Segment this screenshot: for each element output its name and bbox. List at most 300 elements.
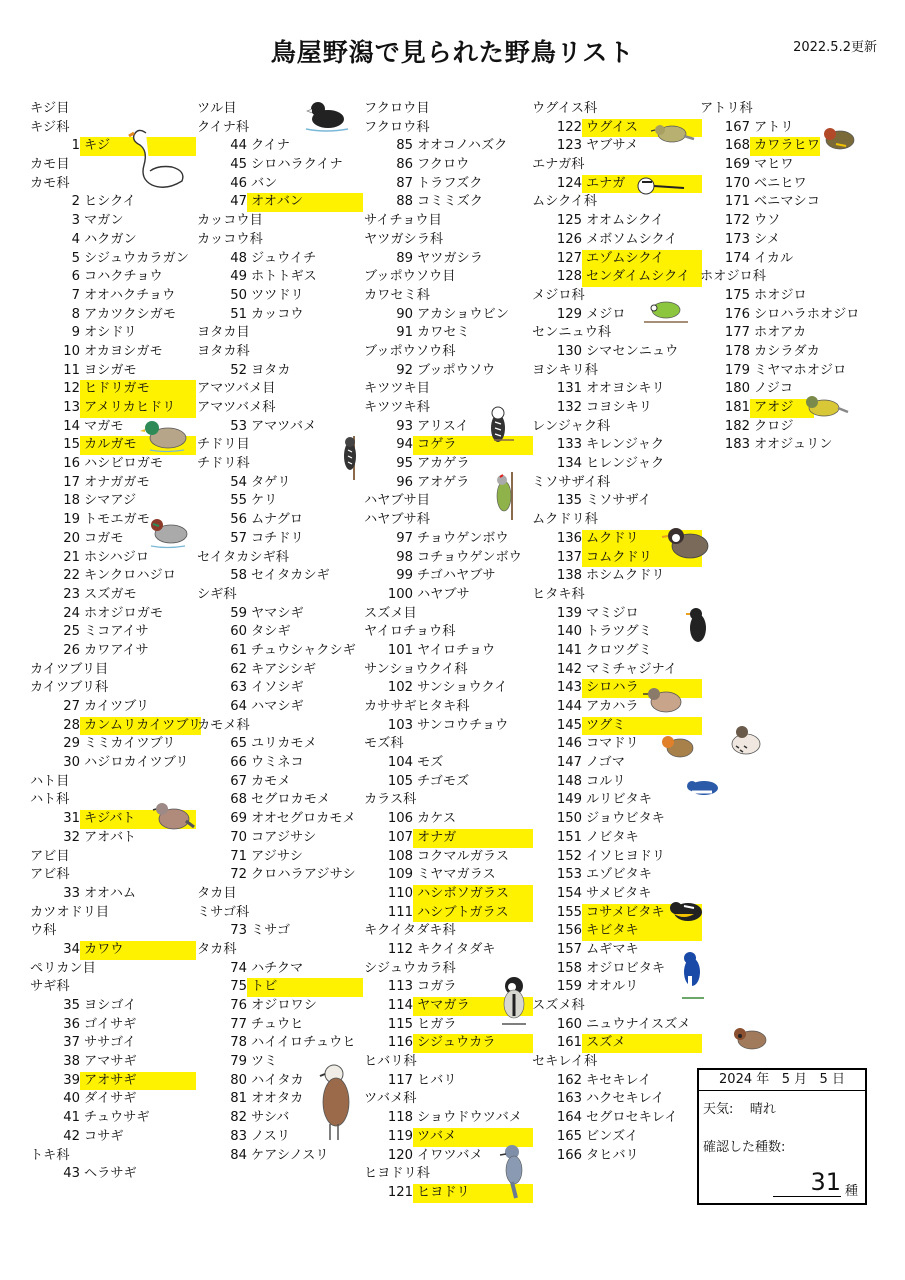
species-row [197,156,363,175]
species-row [532,1090,702,1109]
species-row [197,960,363,979]
species-name: チョウゲンボウ [417,530,509,546]
species-row [532,960,702,979]
species-name: タヒバリ [586,1147,639,1163]
species-name: ヨシガモ [84,362,137,378]
family-header: タカ目 [197,885,237,901]
species-number: 119 [387,1128,413,1144]
species-row [197,362,363,381]
family-header: ムクドリ科 [532,512,598,528]
species-number: 141 [556,642,582,658]
species-number: 28 [63,717,80,733]
species-row [197,492,363,511]
species-name: ルリビタキ [586,792,652,808]
species-name-observed: カワラヒワ [750,137,820,156]
family-header: サギ科 [30,979,70,995]
bunting-illustration [800,390,850,426]
species-number: 27 [63,699,80,714]
species-number: 74 [230,960,247,976]
species-row [364,250,533,269]
family-header: ウ科 [30,923,57,939]
species-number: 87 [396,175,413,191]
species-name: サメビタキ [586,885,652,901]
species-row [197,978,363,997]
species-number: 182 [724,418,750,434]
species-number: 17 [63,474,80,490]
species-number: 1 [71,138,80,154]
family-header: タカ科 [197,941,237,957]
species-number: 84 [230,1147,247,1163]
species-name: ホシハジロ [84,549,150,565]
species-name: イソシギ [251,680,304,696]
species-row [364,885,533,904]
species-name: ベニヒワ [754,175,807,191]
species-row [197,623,363,642]
species-name: カシラダカ [754,343,820,359]
species-row [364,586,533,605]
species-row [532,866,702,885]
species-name: キアシシギ [251,661,317,677]
species-row [197,866,363,885]
species-number: 52 [230,362,247,378]
species-row [30,231,201,250]
species-name: ヒレンジャク [586,456,665,472]
species-row [197,1016,363,1035]
species-number: 102 [387,680,413,696]
species-number: 183 [724,437,750,453]
mallard-illustration [140,416,190,454]
species-number: 56 [230,512,247,528]
family-header: メジロ科 [532,287,585,303]
species-number: 42 [63,1128,80,1144]
species-row [197,137,363,156]
species-name-observed: ツバメ [413,1128,533,1147]
weather-label: 天気: [703,1102,734,1117]
species-number: 144 [556,699,582,714]
species-name: ヤイロチョウ [417,642,496,658]
species-name: ハクセキレイ [586,1091,665,1107]
species-row [197,829,363,848]
species-name: ハイイロチュウヒ [251,1035,356,1051]
species-name-observed: エゾムシクイ [582,250,702,269]
family-header: セイタカシギ科 [197,549,289,565]
species-row [532,1034,702,1053]
species-name: カイツブリ [84,699,150,714]
species-name: アトリ [754,119,794,135]
family-header: カモ科 [30,175,70,191]
species-row [532,642,702,661]
species-row [532,623,702,642]
family-header: アトリ科 [700,101,753,116]
species-name-observed: コサメビタキ [582,904,702,923]
species-name: サシバ [251,1110,290,1126]
species-name: ノゴマ [586,755,625,771]
species-number: 97 [396,530,413,546]
family-header: ムシクイ科 [532,194,598,210]
species-number: 23 [63,586,80,602]
species-row [197,530,363,549]
family-header: カワセミ科 [364,287,430,303]
species-row [30,623,201,642]
species-row [700,324,860,343]
species-row [700,362,860,381]
species-number: 77 [230,1016,247,1032]
species-number: 126 [556,231,582,247]
species-name-observed: キジバト [80,810,196,829]
species-row [364,193,533,212]
species-number: 73 [230,923,247,939]
species-number: 80 [230,1072,247,1088]
species-name: オジロワシ [251,998,317,1013]
species-number: 105 [387,773,413,789]
day: 5 [819,1072,828,1087]
species-number: 117 [387,1072,413,1088]
species-row [197,791,363,810]
species-name: ノスリ [251,1128,291,1144]
species-number: 90 [396,306,413,322]
species-number: 67 [230,773,247,789]
species-number: 89 [396,250,413,266]
species-number: 163 [556,1091,582,1107]
species-row [532,661,702,680]
species-number: 148 [556,773,582,789]
species-name: ムギマキ [586,941,639,957]
species-name: ヨシゴイ [84,998,137,1013]
species-number: 92 [396,362,413,378]
long-tailed-tit-illustration [632,172,688,200]
species-name: コチョウゲンボウ [417,549,522,565]
family-header: スズメ科 [532,998,585,1013]
species-number: 45 [230,157,247,173]
species-number: 177 [724,325,750,341]
species-number: 63 [230,680,247,696]
species-name: チュウヒ [251,1016,304,1032]
species-name: ムナグロ [251,512,303,528]
species-name-observed: アオジ [750,399,814,418]
species-number: 151 [556,829,582,845]
species-name: アリスイ [417,418,469,434]
species-name: チュウサギ [84,1110,150,1126]
species-number: 76 [230,998,247,1013]
species-row [364,175,533,194]
species-name: メボソムシクイ [586,231,678,247]
species-number: 78 [230,1035,247,1051]
species-name: クイナ [251,138,290,154]
species-row [197,997,363,1016]
species-number: 103 [387,717,413,733]
species-number: 100 [387,586,413,602]
swan-illustration [128,125,190,193]
species-number: 146 [556,736,582,752]
family-header: ツバメ科 [364,1091,417,1107]
family-header: ハト科 [30,792,70,808]
species-name: ウミネコ [251,755,304,771]
species-name: ニュウナイスズメ [586,1016,691,1032]
species-row [532,492,702,511]
species-row [364,773,533,792]
species-number: 169 [724,157,750,173]
family-header: キクイタダキ科 [364,923,456,939]
species-row [30,1109,201,1128]
species-name: イカル [754,250,794,266]
species-name: ハジロカイツブリ [84,755,189,771]
species-name: オオハクチョウ [84,287,176,303]
species-name: ユリカモメ [251,736,317,752]
species-row [364,306,533,325]
species-row [197,306,363,325]
species-name: フクロウ [417,157,470,173]
species-row [364,549,533,568]
family-header: レンジャク科 [532,418,611,434]
species-row [30,343,201,362]
column-1 [30,100,201,1184]
species-number: 85 [396,138,413,154]
species-name: コマドリ [586,736,639,752]
family-header: スズメ目 [364,605,417,621]
species-number: 24 [63,605,80,621]
species-number: 61 [230,642,247,658]
species-row [197,1034,363,1053]
species-row [364,156,533,175]
family-header: カモメ科 [197,717,250,733]
species-row [197,511,363,530]
species-name-observed: ヤマガラ [413,997,533,1016]
species-row [197,268,363,287]
species-number: 20 [63,530,80,546]
family-header: チドリ科 [197,456,250,472]
month: 5 [781,1072,790,1087]
species-name: コガモ [84,530,124,546]
family-header: エナガ科 [532,157,585,173]
family-header: アビ科 [30,867,70,883]
species-number: 93 [396,418,413,434]
species-name: カワセミ [417,325,470,341]
species-row [364,324,533,343]
species-row [532,268,702,287]
family-header: ヨタカ目 [197,325,250,341]
species-number: 115 [387,1016,413,1032]
species-number: 37 [63,1035,80,1051]
starling-illustration [660,520,720,570]
species-name: ホオジロガモ [84,605,164,621]
species-name: ハクガン [84,231,137,247]
species-name: ハヤブサ [417,586,470,602]
species-number: 171 [724,194,750,210]
species-number: 34 [63,941,80,957]
family-header: カッコウ科 [197,231,263,247]
family-header: カモ目 [30,157,70,173]
species-row [364,866,533,885]
species-number: 72 [230,867,247,883]
family-header: サンショウクイ科 [364,661,468,677]
species-row [197,848,363,867]
species-name: ヤツガシラ [417,250,483,266]
species-name: オカヨシガモ [84,343,163,359]
species-row [364,904,533,923]
species-row [30,1072,201,1091]
species-number: 132 [556,400,582,415]
species-number: 41 [63,1110,80,1126]
species-name: ツミ [251,1054,278,1070]
month-unit: 月 [794,1072,808,1087]
species-name: コガラ [417,979,457,995]
species-row [197,474,363,493]
species-number: 46 [230,175,247,191]
species-number: 130 [556,343,582,359]
species-row [700,193,860,212]
species-name: カッコウ [251,306,304,322]
species-name: バン [251,175,278,191]
species-number: 110 [387,885,413,901]
family-header: キジ目 [30,101,70,116]
species-number: 162 [556,1072,582,1088]
species-name: ホオアカ [754,325,807,341]
species-name: コアジサシ [251,829,317,845]
woodpecker-illustration [340,430,368,482]
species-row [364,362,533,381]
species-row [30,735,201,754]
species-number: 32 [63,829,80,845]
species-name-observed: シロハラ [582,679,702,698]
species-name: ブッポウソウ [417,362,496,378]
species-row [30,455,201,474]
family-header: チドリ目 [197,437,250,453]
green-woodpecker-illustration [482,470,522,522]
species-row [30,586,201,605]
species-number: 18 [63,493,80,509]
species-row [197,418,363,437]
species-row [30,997,201,1016]
species-number: 150 [556,811,582,827]
species-row [532,848,702,867]
species-row [364,717,533,736]
species-number: 109 [387,867,413,883]
species-number: 112 [387,941,413,957]
species-name: オオハム [84,885,137,901]
species-row [532,978,702,997]
species-number: 3 [71,213,80,229]
pygmy-woodpecker-illustration [480,400,530,452]
species-row [197,698,363,717]
column-4 [532,100,702,1165]
species-name-observed: ムクドリ [582,530,702,549]
species-number: 10 [63,343,80,359]
family-header: カラス科 [364,792,417,808]
species-number: 21 [63,549,80,565]
species-number: 124 [556,175,582,191]
species-number: 127 [556,250,582,266]
species-name: カケス [417,811,457,827]
family-header: ミサゴ科 [197,904,250,920]
species-number: 39 [63,1072,80,1088]
species-name: ササゴイ [84,1035,136,1051]
species-row [30,1128,201,1147]
species-row [197,810,363,829]
species-name: アマサギ [84,1054,137,1070]
dove-illustration [152,797,196,839]
species-row [197,642,363,661]
species-name: シロハラホオジロ [754,306,860,322]
family-header: ミソサザイ科 [532,474,611,490]
family-header: アマツバメ科 [197,400,276,415]
species-number: 160 [556,1016,582,1032]
species-name: シマアジ [84,493,137,509]
species-name: キレンジャク [586,437,665,453]
species-row [197,661,363,680]
species-row [532,941,702,960]
species-number: 58 [230,568,247,584]
species-name: オジロビタキ [586,960,666,976]
species-name: カワアイサ [84,642,149,658]
species-number: 156 [556,923,582,939]
species-number: 179 [724,362,750,378]
year-unit: 年 [756,1072,770,1087]
species-name-observed: オナガ [413,829,533,848]
species-number: 88 [396,194,413,210]
species-name: スズガモ [84,586,137,602]
species-name: アジサシ [251,848,303,864]
updated-date: 2022.5.2更新 [793,40,877,55]
species-name: ヨタカ [251,362,291,378]
species-name: ミミカイツブリ [84,736,176,752]
species-number: 104 [387,755,413,771]
species-name: ショウドウツバメ [417,1110,522,1126]
species-row [532,436,702,455]
species-number: 106 [387,811,413,827]
species-number: 137 [556,549,582,565]
family-header: ハヤブサ目 [364,493,430,509]
species-number: 170 [724,175,750,191]
species-row [30,941,201,960]
species-row [30,474,201,493]
species-row [532,250,702,269]
species-number: 158 [556,960,582,976]
species-name-observed: ヒドリガモ [80,380,196,399]
species-number: 96 [396,474,413,490]
species-row [197,679,363,698]
species-name: トラフズク [417,175,483,191]
species-number: 161 [556,1035,582,1051]
species-name: コヨシキリ [586,400,652,415]
species-name: ノビタキ [586,829,639,845]
species-name: アカショウビン [417,306,509,322]
species-number: 131 [556,381,582,397]
species-name: セグロセキレイ [586,1110,678,1126]
species-number: 4 [71,231,80,247]
species-row [30,642,201,661]
species-row [700,250,860,269]
bluebird-illustration [680,774,726,804]
warbler-illustration [648,116,696,152]
species-number: 99 [396,568,413,584]
species-number: 12 [63,381,80,397]
species-name: チゴハヤブサ [417,568,496,584]
family-header: ヨタカ科 [197,343,250,359]
species-number: 149 [556,792,582,808]
species-number: 44 [230,138,247,154]
species-name: ヤマシギ [251,605,304,621]
species-row [197,922,363,941]
family-header: カササギヒタキ科 [364,699,470,714]
species-name: オオタカ [251,1091,304,1107]
species-name: ミコアイサ [84,624,149,640]
species-number: 9 [71,325,80,341]
species-number: 178 [724,343,750,359]
species-row [532,343,702,362]
species-name: ゴイサギ [84,1016,137,1032]
species-name: オオジュリン [754,437,833,453]
species-number: 98 [396,549,413,565]
